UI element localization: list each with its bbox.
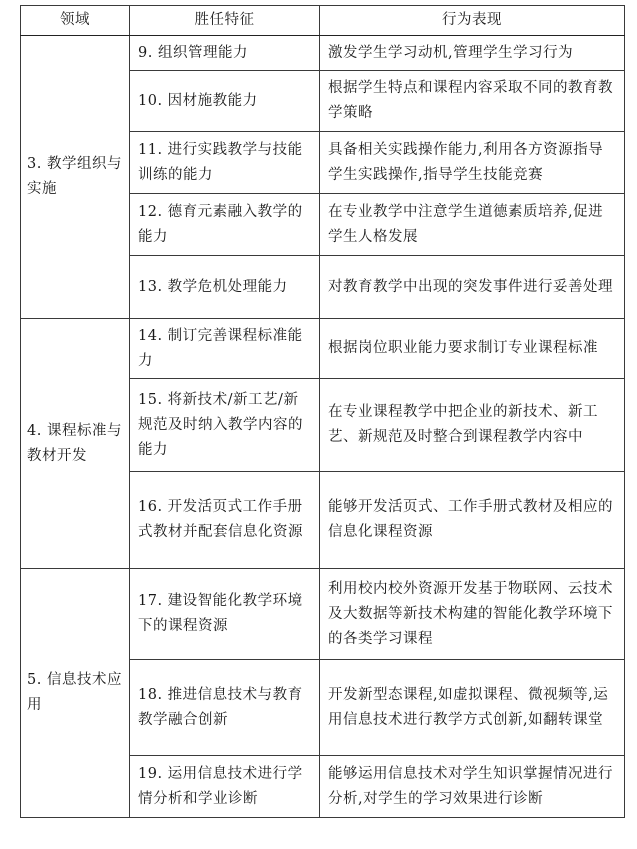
feature-cell: 10. 因材施教能力 [130,71,320,132]
domain-cell: 3. 教学组织与实施 [21,36,130,319]
feature-cell: 18. 推进信息技术与教育教学融合创新 [130,660,320,756]
feature-cell: 19. 运用信息技术进行学情分析和学业诊断 [130,756,320,818]
behavior-cell: 对教育教学中出现的突发事件进行妥善处理 [320,256,625,319]
table-row [21,569,625,660]
feature-cell: 16. 开发活页式工作手册式教材并配套信息化资源 [130,472,320,569]
header-row [21,6,625,36]
behavior-cell: 在专业教学中注意学生道德素质培养,促进学生人格发展 [320,194,625,256]
feature-cell: 14. 制订完善课程标准能力 [130,319,320,379]
feature-cell: 17. 建设智能化教学环境下的课程资源 [130,569,320,660]
feature-cell: 13. 教学危机处理能力 [130,256,320,319]
domain-cell: 5. 信息技术应用 [21,569,130,818]
behavior-cell: 能够运用信息技术对学生知识掌握情况进行分析,对学生的学习效果进行诊断 [320,756,625,818]
header-domain: 领域 [21,6,130,36]
behavior-cell: 在专业课程教学中把企业的新技术、新工艺、新规范及时整合到课程教学内容中 [320,379,625,472]
domain-cell: 4. 课程标准与教材开发 [21,319,130,569]
header-feature: 胜任特征 [130,6,320,36]
behavior-cell: 根据岗位职业能力要求制订专业课程标准 [320,319,625,379]
behavior-cell: 能够开发活页式、工作手册式教材及相应的信息化课程资源 [320,472,625,569]
feature-cell: 15. 将新技术/新工艺/新规范及时纳入教学内容的能力 [130,379,320,472]
header-behavior: 行为表现 [320,6,625,36]
table-row [21,36,625,71]
feature-cell: 11. 进行实践教学与技能训练的能力 [130,132,320,194]
behavior-cell: 具备相关实践操作能力,利用各方资源指导学生实践操作,指导学生技能竞赛 [320,132,625,194]
feature-cell: 12. 德育元素融入教学的能力 [130,194,320,256]
feature-cell: 9. 组织管理能力 [130,36,320,71]
behavior-cell: 利用校内校外资源开发基于物联网、云技术及大数据等新技术构建的智能化教学环境下的各类学习课程 [320,569,625,660]
behavior-cell: 激发学生学习动机,管理学生学习行为 [320,36,625,71]
table-row [21,319,625,379]
behavior-cell: 开发新型态课程,如虚拟课程、微视频等,运用信息技术进行教学方式创新,如翻转课堂 [320,660,625,756]
competency-table [20,5,625,818]
behavior-cell: 根据学生特点和课程内容采取不同的教育教学策略 [320,71,625,132]
